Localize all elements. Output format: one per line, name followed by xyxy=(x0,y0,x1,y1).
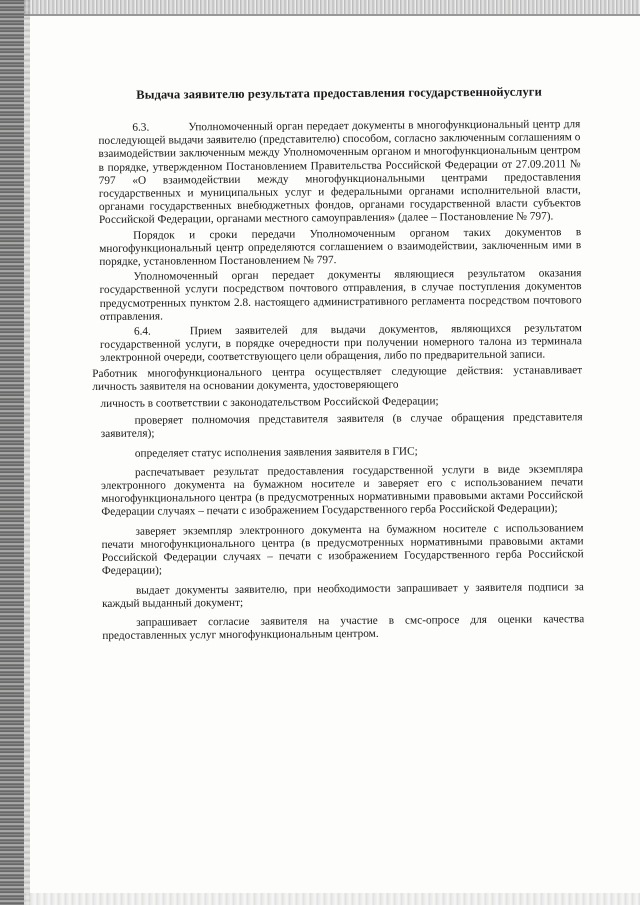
section-6-3-text: Уполномоченный орган передает документы в многофункциональный центр для последующей выдачи заявителю (представителю) способом, согласно заключенным соглашениям о взаимодействии заключенным между Уполномоченным органом и многофункциональным центром в порядке, утвержденном Постановлением Правительства Российской Федерации от 27.09.2011 № 797 «О взаимодействии между многофункциональными центрами предоставления государственных и муниципальных услуг и федеральными органами исполнительной власти, органами государственных внебюджетных фондов, органами государственной власти субъектов Российской Федерации, органами местного самоуправления» (далее – Постановление № 797). xyxy=(98,118,581,227)
paragraph-order: Порядок и сроки передачи Уполномоченным органом таких документов в многофункциональный центр определяются соглашением о взаимодействии, заключенным ими в порядке, установленном Постановлением № 797. xyxy=(99,225,582,269)
action-issue: выдает документы заявителю, при необходимости запрашивает у заявителя подписи за каждый выданный документ; xyxy=(102,580,584,610)
scan-edge-top-line xyxy=(24,14,640,16)
document-title: Выдача заявителю результата предоставления государственнойуслуги xyxy=(136,84,542,102)
scan-edge-top xyxy=(24,0,640,14)
section-6-4-number: 6.4. xyxy=(133,325,151,338)
section-6-3-number: 6.3. xyxy=(132,121,150,134)
section-6-4-text: Прием заявителей для выдачи документов, являющихся результатом государственной услуги, в порядке очередности при получении номерного талона из терминала электронной очереди, соответствующего цели обращения, либо по предварительной записи. xyxy=(99,322,583,365)
worker-actions-intro-cont: личность в соответствии с законодательством Российской Федерации; xyxy=(100,395,439,411)
scan-edge-bottom xyxy=(24,893,640,905)
action-survey: запрашивает согласие заявителя на участие в смс-опросе для оценки качества предоставленных услуг многофункциональным центром. xyxy=(102,613,585,643)
section-6-3 xyxy=(98,118,581,227)
action-check-authority: проверяет полномочия представителя заявителя (в случае обращения представителя заявителя); xyxy=(100,411,583,441)
document-body xyxy=(92,84,585,643)
action-status: определяет статус исполнения заявления заявителя в ГИС; xyxy=(134,445,418,460)
scan-edge-left xyxy=(0,0,24,905)
section-6-4 xyxy=(100,322,582,365)
worker-actions-intro: Работник многофункционального центра осуществляет следующие действия: устанавливает личность заявителя на основании документа, удостоверяющего xyxy=(92,363,583,393)
action-certify: заверяет экземпляр электронного документа на бумажном носителе с использованием печати многофункционального центра (в предусмотренных нормативными правовыми актами Российской Федерации случаях – печати с изображением Государственного герба Российской Федерации); xyxy=(101,521,584,578)
action-print: распечатывает результат предоставления государственной услуги в виде экземпляра электронного документа на бумажном носителе и заверяет его с использованием печати многофункционального центра (в предусмотренных нормативными правовыми актами Российской Федерации случаях – печати с изображением Государственного герба Российской Федерации); xyxy=(101,463,584,519)
paragraph-postal: Уполномоченный орган передает документы являющиеся результатом оказания государственной услуги посредством почтового отправления, в случае поступления документов предусмотренных пунктом 2.8. настоящего административного регламента посредством почтового отправления. xyxy=(99,267,582,323)
scan-edge-left-shadow xyxy=(24,0,30,905)
